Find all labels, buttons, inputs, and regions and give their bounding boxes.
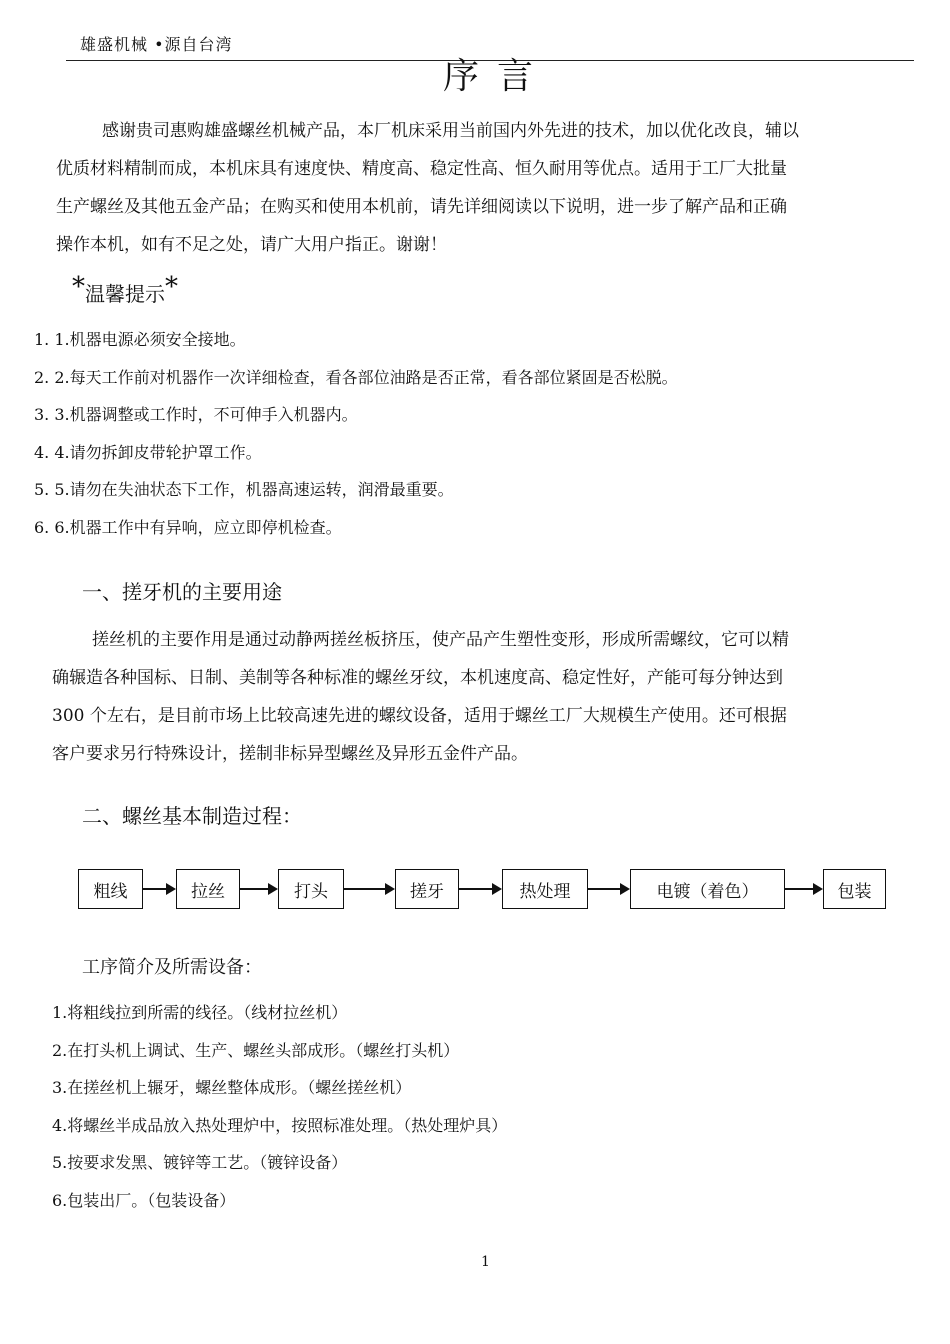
tips-item: 5. 5.请勿在失油状态下工作，机器高速运转，润滑最重要。 — [34, 480, 454, 499]
flow-arrow-icon — [459, 879, 502, 899]
tips-item: 3. 3.机器调整或工作时，不可伸手入机器内。 — [34, 405, 358, 424]
flow-arrow-icon — [785, 879, 823, 899]
intro-line: 生产螺丝及其他五金产品；在购买和使用本机前，请先详细阅读以下说明，进一步了解产品和正确 — [56, 197, 787, 217]
intro-line: 操作本机，如有不足之处，请广大用户指正。谢谢！ — [56, 235, 447, 255]
flow-step-packaging: 包装 — [823, 869, 886, 909]
header-brand: 雄盛机械 •源自台湾 — [80, 35, 233, 54]
section-heading-procedures: 工序简介及所需设备： — [82, 957, 262, 978]
flow-step-drawing: 拉丝 — [176, 869, 240, 909]
flow-step-plating: 电镀（着色） — [630, 869, 785, 909]
tips-item: 1. 1.机器电源必须安全接地。 — [34, 330, 246, 349]
section-heading-process: 二、螺丝基本制造过程： — [82, 804, 302, 828]
section-heading-usage: 一、搓牙机的主要用途 — [82, 580, 282, 604]
tips-item: 4. 4.请勿拆卸皮带轮护罩工作。 — [34, 442, 262, 462]
tips-list — [34, 321, 678, 546]
intro-line: 优质材料精制而成，本机床具有速度快、精度高、稳定性高、恒久耐用等优点。适用于工厂大批量 — [56, 159, 787, 179]
flow-step-heat-treatment: 热处理 — [502, 869, 588, 909]
usage-line: 300 个左右，是目前市场上比较高速先进的螺纹设备，适用于螺丝工厂大规模生产使用。还可根据 — [52, 706, 787, 726]
flow-arrow-icon — [588, 879, 630, 899]
procedure-item: 3.在搓丝机上辗牙，螺丝整体成形。（螺丝搓丝机） — [52, 1078, 412, 1097]
usage-line: 搓丝机的主要作用是通过动静两搓丝板挤压，使产品产生塑性变形，形成所需螺纹，它可以精 — [92, 630, 789, 650]
flow-arrow-icon — [344, 879, 395, 899]
procedure-item: 1.将粗线拉到所需的线径。（线材拉丝机） — [52, 1003, 348, 1022]
procedure-item: 5.按要求发黑、镀锌等工艺。（镀锌设备） — [52, 1153, 348, 1172]
tips-item: 2. 2.每天工作前对机器作一次详细检查，看各部位油路是否正常，看各部位紧固是否松脱。 — [34, 367, 678, 387]
flow-arrow-icon — [143, 879, 176, 899]
procedure-list — [52, 994, 507, 1219]
procedure-item: 2.在打头机上调试、生产、螺丝头部成形。（螺丝打头机） — [52, 1040, 460, 1060]
flow-step-heading: 打头 — [278, 869, 344, 909]
usage-line: 确辗造各种国标、日制、美制等各种标准的螺丝牙纹，本机速度高、稳定性好，产能可每分钟达到 — [52, 668, 783, 688]
flow-step-raw-wire: 粗线 — [78, 869, 143, 909]
intro-paragraph — [56, 112, 891, 264]
usage-paragraph — [52, 621, 887, 773]
intro-line: 感谢贵司惠购雄盛螺丝机械产品，本厂机床采用当前国内外先进的技术，加以优化改良，辅以 — [102, 121, 799, 141]
flow-arrow-icon — [240, 879, 278, 899]
procedure-item: 4.将螺丝半成品放入热处理炉中，按照标准处理。（热处理炉具） — [52, 1115, 508, 1135]
tips-heading — [72, 272, 178, 307]
tips-item: 6. 6.机器工作中有异响，应立即停机检查。 — [34, 517, 342, 537]
tips-title-text: 温馨提示 — [85, 282, 165, 306]
page-title: 序言 — [443, 56, 552, 97]
page-number: 1 — [481, 1254, 490, 1270]
star-icon: * — [72, 272, 85, 302]
usage-line: 客户要求另行特殊设计，搓制非标异型螺丝及异形五金件产品。 — [52, 744, 528, 764]
procedure-item: 6.包装出厂。（包装设备） — [52, 1190, 236, 1210]
flow-step-rolling: 搓牙 — [395, 869, 459, 909]
star-icon: * — [165, 272, 178, 302]
